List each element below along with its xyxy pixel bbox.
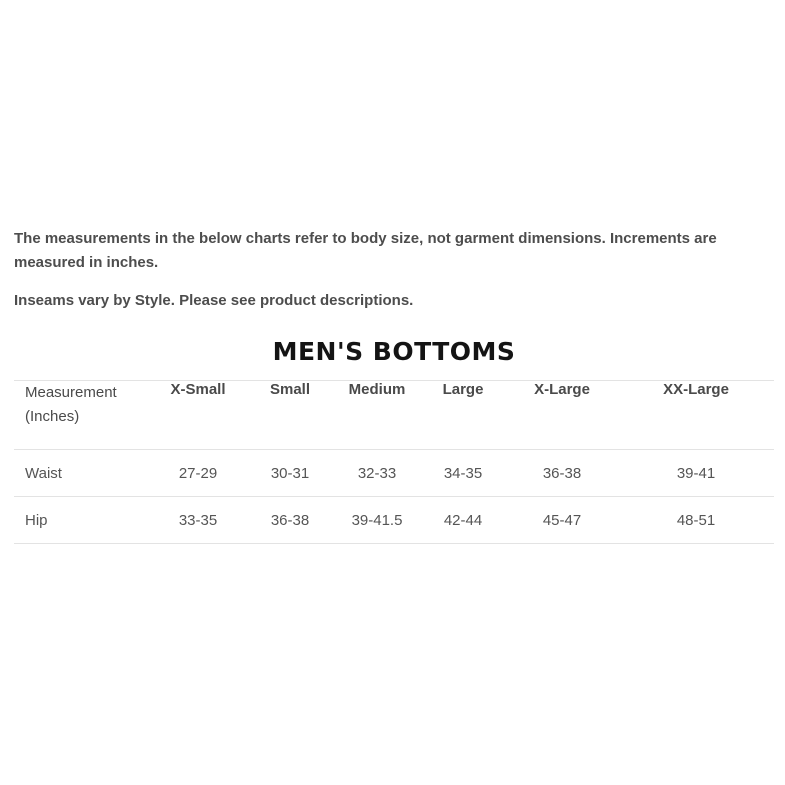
column-header-x-small: X-Small: [150, 381, 246, 450]
size-table: [14, 380, 774, 544]
size-guide: [14, 227, 774, 544]
table-cell: 33-35: [150, 497, 246, 544]
inseam-note: Inseams vary by Style. Please see product descriptions.: [14, 292, 414, 309]
table-cell: 34-35: [420, 450, 506, 497]
row-label-hip: Hip: [14, 497, 150, 544]
row-label-waist: Waist: [14, 450, 150, 497]
table-cell: 27-29: [150, 450, 246, 497]
column-header-small: Small: [246, 381, 334, 450]
table-cell: 32-33: [334, 450, 420, 497]
table-cell: 36-38: [506, 450, 618, 497]
table-cell: 39-41: [618, 450, 774, 497]
column-header-xx-large: XX-Large: [618, 381, 774, 450]
body-size-note: The measurements in the below charts refer to body size, not garment dimensions. Increments are measured in inches.: [14, 230, 717, 271]
table-cell: 36-38: [246, 497, 334, 544]
column-header-measurement: Measurement (Inches): [14, 381, 150, 450]
table-cell: 45-47: [506, 497, 618, 544]
table-row-waist: [14, 450, 774, 497]
table-title: MEN'S BOTTOMS: [272, 337, 516, 366]
table-row-hip: [14, 497, 774, 544]
column-header-x-large: X-Large: [506, 381, 618, 450]
column-header-large: Large: [420, 381, 506, 450]
table-cell: 48-51: [618, 497, 774, 544]
table-cell: 42-44: [420, 497, 506, 544]
table-cell: 30-31: [246, 450, 334, 497]
table-header-row: [14, 381, 774, 450]
table-cell: 39-41.5: [334, 497, 420, 544]
column-header-medium: Medium: [334, 381, 420, 450]
